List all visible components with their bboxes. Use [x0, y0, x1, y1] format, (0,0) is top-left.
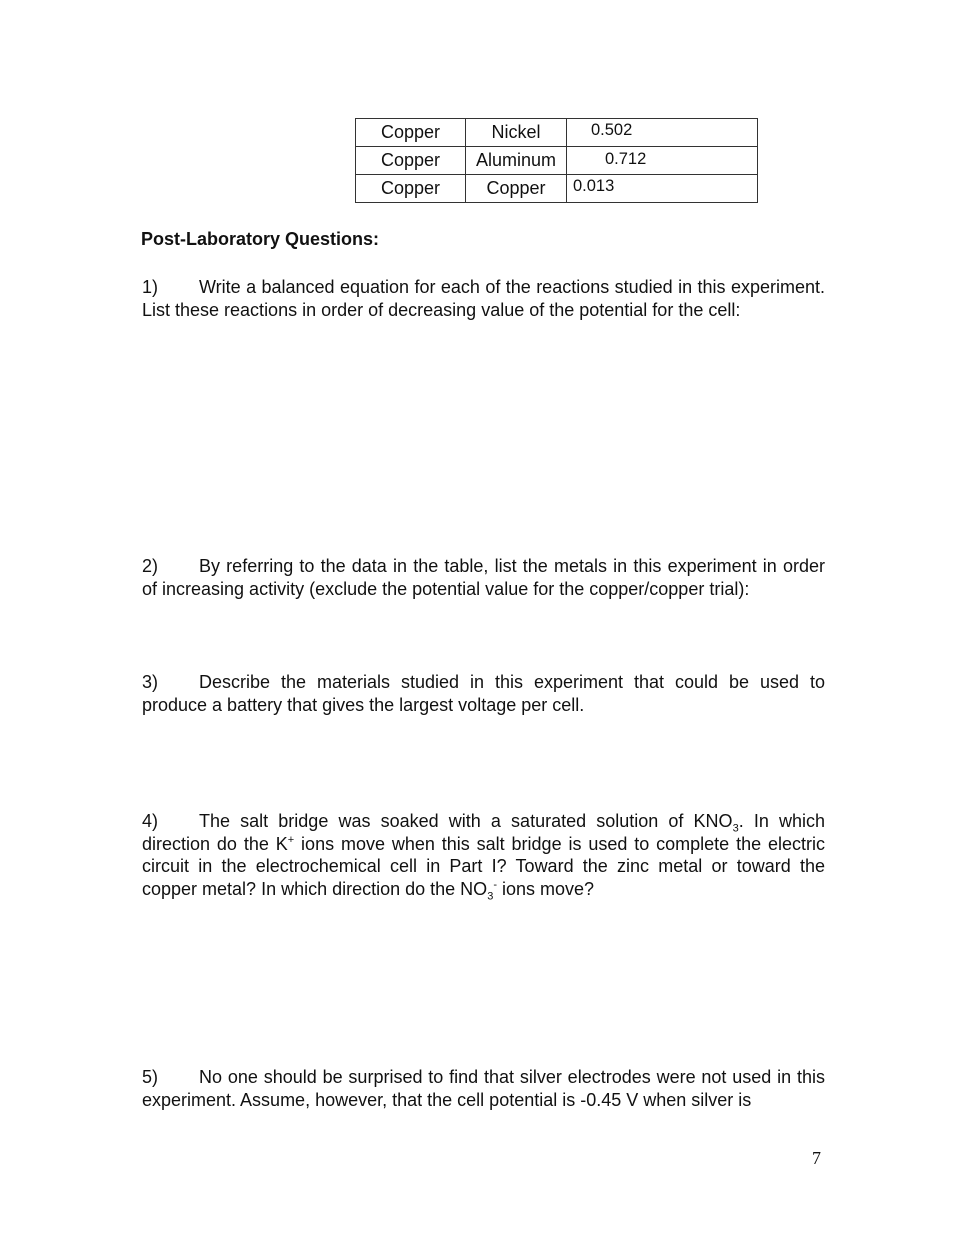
- question-number: 1): [142, 277, 159, 297]
- table-cell: Copper: [466, 175, 567, 203]
- question-1: [142, 276, 825, 321]
- question-text: . In which direction do the K: [142, 811, 825, 854]
- question-3: [142, 671, 825, 716]
- question-text: ions move?: [496, 878, 595, 899]
- table-cell: Nickel: [466, 119, 567, 147]
- table-cell: Aluminum: [466, 147, 567, 175]
- question-text: Write a balanced equation for each of the reactions studied in this experiment. List these reactions in order of decreasing value of the potential for the cell:: [142, 277, 825, 320]
- table-cell: Copper: [356, 175, 466, 203]
- question-4: [142, 810, 825, 903]
- question-number: 5): [142, 1067, 159, 1087]
- table-cell: Copper: [356, 147, 466, 175]
- table-row: [356, 119, 758, 147]
- question-number: 4): [142, 811, 159, 831]
- potential-table: [355, 118, 758, 203]
- question-text: No one should be surprised to find that silver electrodes were not used in this experiment. Assume, however, that the cell potential is -0.45 V when silver is: [142, 1067, 825, 1110]
- question-text: Describe the materials studied in this experiment that could be used to produce a battery that gives the largest voltage per cell.: [142, 672, 825, 715]
- question-5: [142, 1066, 825, 1111]
- subscript: 3: [732, 822, 739, 835]
- page-number: 7: [812, 1148, 821, 1168]
- table-cell: 0.502: [567, 119, 758, 147]
- question-number: 2): [142, 556, 159, 576]
- section-heading: Post-Laboratory Questions:: [141, 229, 380, 249]
- question-2: [142, 555, 825, 600]
- table-row: [356, 175, 758, 203]
- superscript: +: [287, 833, 295, 846]
- table-cell: Copper: [356, 119, 466, 147]
- table-cell: 0.013: [567, 175, 758, 203]
- question-text: The salt bridge was soaked with a saturated solution of KNO: [199, 811, 733, 831]
- question-text: By referring to the data in the table, list the metals in this experiment in order of increasing activity (exclude the potential value for the copper/copper trial):: [142, 556, 825, 599]
- question-number: 3): [142, 672, 159, 692]
- subscript: 3: [487, 890, 494, 903]
- table-row: [356, 147, 758, 175]
- question-text: ions move when this salt bridge is used to complete the electric circuit in the electrochemical cell in Part I? Toward the zinc metal or toward the copper metal? In which direction do the NO: [142, 833, 825, 899]
- table-cell: 0.712: [567, 147, 758, 175]
- superscript: -: [493, 878, 497, 891]
